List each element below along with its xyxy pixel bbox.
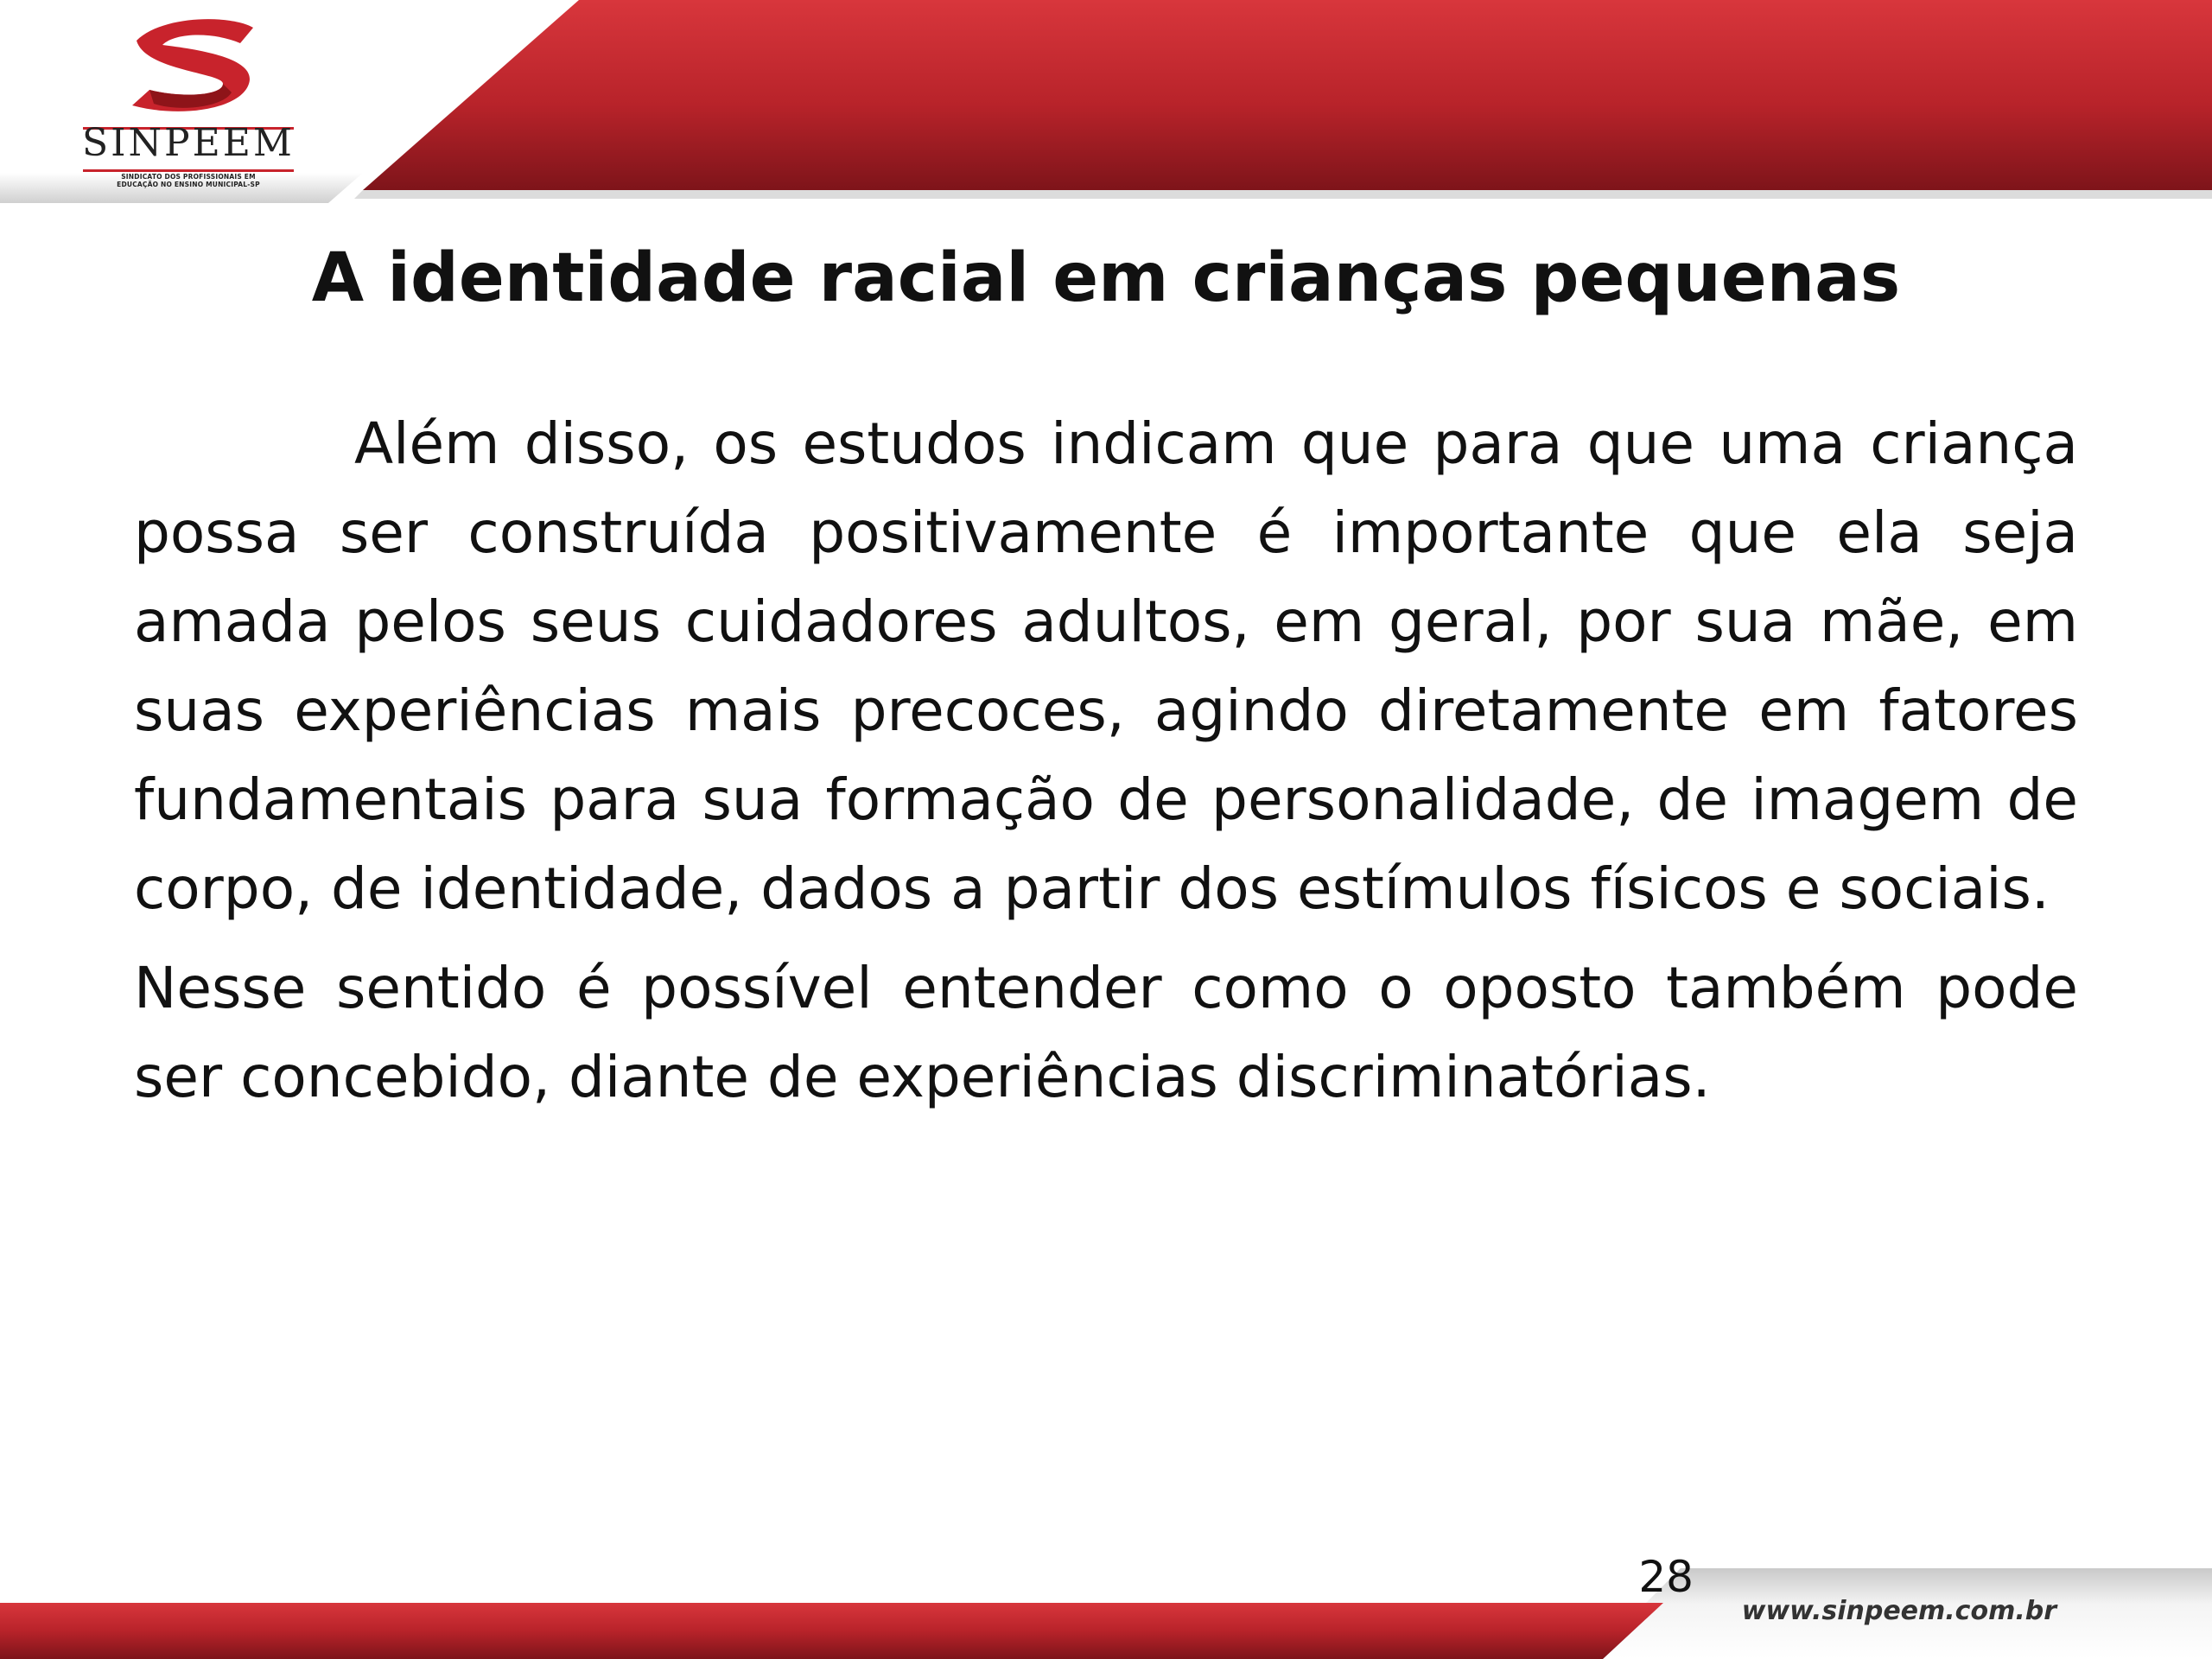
logo-subtitle xyxy=(76,173,301,188)
body-paragraph-1: Além disso, os estudos indicam que para que uma criança possa ser construída positivamente é importante que ela seja amada pelos seus cuidadores adultos, em geral, por sua mãe, em suas experiências mais precoces, agindo diretamente em fatores fundamentais para sua formação de personalidade, de imagem de corpo, de identidade, dados a partir dos estímulos físicos e sociais. xyxy=(134,410,2078,922)
logo-name: SINPEEM xyxy=(82,121,295,165)
logo-subtitle-line-2: EDUCAÇÃO NO ENSINO MUNICIPAL-SP xyxy=(117,181,260,188)
sinpeem-s-logo-icon xyxy=(102,10,275,123)
page-number: 28 xyxy=(1638,1552,1694,1602)
logo-rule-bottom xyxy=(83,169,294,172)
sinpeem-logo xyxy=(76,10,301,188)
header-shadow-line xyxy=(354,190,2212,199)
footer-red-band xyxy=(0,1603,1663,1659)
logo-subtitle-line-1: SINDICATO DOS PROFISSIONAIS EM xyxy=(121,173,256,181)
header-band xyxy=(0,0,2212,203)
slide-body xyxy=(134,399,2078,1122)
slide-title: A identidade racial em crianças pequenas xyxy=(311,239,1901,317)
header-red-band xyxy=(363,0,2212,190)
body-paragraph-2: Nesse sentido é possível entender como o oposto também pode ser concebido, diante de experiências discriminatórias. xyxy=(134,955,2078,1110)
website-link[interactable]: www.sinpeem.com.br xyxy=(1741,1596,2056,1626)
